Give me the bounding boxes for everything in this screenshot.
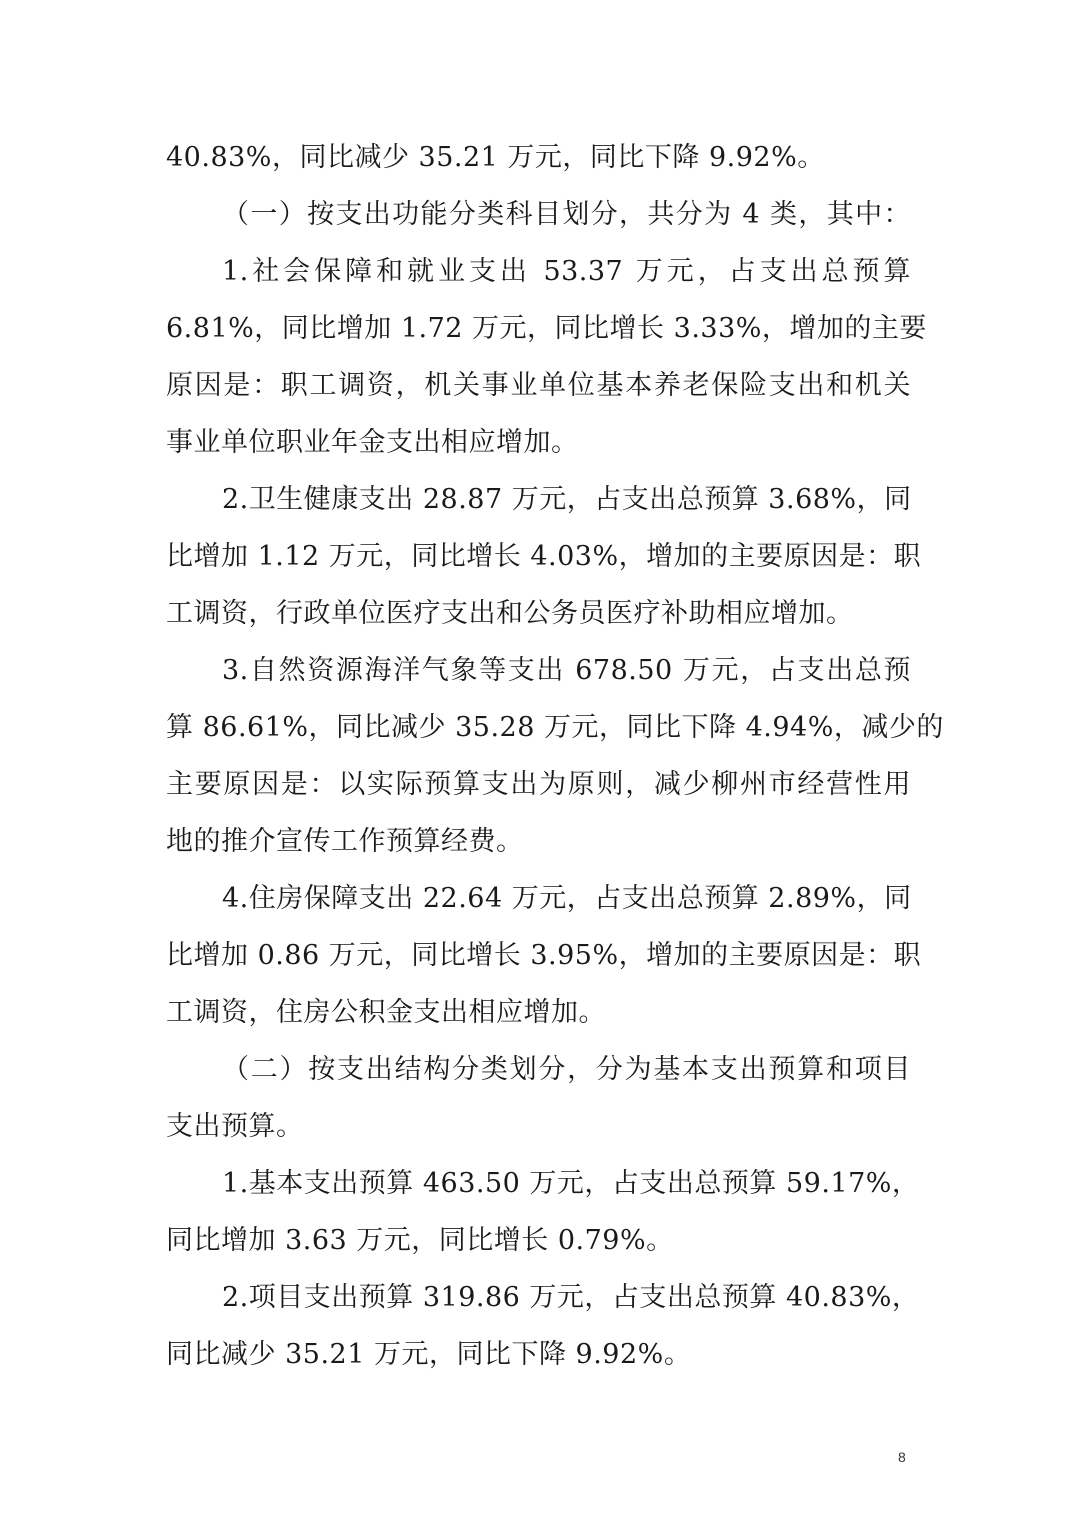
paragraph-line: 2.项目支出预算 319.86 万元，占支出总预算 40.83%，	[222, 1282, 920, 1313]
page-number: 8	[898, 1449, 906, 1465]
paragraph-line: 主要原因是：以实际预算支出为原则，减少柳州市经营性用	[166, 769, 911, 800]
paragraph-line: 4.住房保障支出 22.64 万元，占支出总预算 2.89%，同	[222, 883, 912, 914]
paragraph-line: 同比减少 35.21 万元，同比下降 9.92%。	[166, 1339, 692, 1370]
paragraph-line: 地的推介宣传工作预算经费。	[166, 826, 524, 857]
paragraph-line: 工调资，行政单位医疗支出和公务员医疗补助相应增加。	[166, 598, 854, 629]
paragraph-line: 2.卫生健康支出 28.87 万元，占支出总预算 3.68%，同	[222, 484, 912, 515]
section-heading-structure: （二）按支出结构分类划分，分为基本支出预算和项目	[222, 1054, 911, 1085]
paragraph-line: 算 86.61%，同比减少 35.28 万元，同比下降 4.94%，减少的	[166, 712, 944, 743]
paragraph-line: 事业单位职业年金支出相应增加。	[166, 427, 579, 458]
section-heading-functional: （一）按支出功能分类科目划分，共分为 4 类，其中：	[222, 199, 911, 230]
paragraph-line: 比增加 1.12 万元，同比增长 4.03%，增加的主要原因是：职	[166, 541, 922, 572]
paragraph-line: 同比增加 3.63 万元，同比增长 0.79%。	[166, 1225, 674, 1256]
paragraph-line: 6.81%，同比增加 1.72 万元，同比增长 3.33%，增加的主要	[166, 313, 927, 344]
paragraph-line: 1.基本支出预算 463.50 万元，占支出总预算 59.17%，	[222, 1168, 920, 1199]
paragraph-line: 3.自然资源海洋气象等支出 678.50 万元，占支出总预	[222, 655, 911, 686]
paragraph-line: 原因是：职工调资，机关事业单位基本养老保险支出和机关	[166, 370, 911, 401]
paragraph-line: 1.社会保障和就业支出 53.37 万元，占支出总预算	[222, 256, 911, 287]
paragraph-line: 40.83%，同比减少 35.21 万元，同比下降 9.92%。	[166, 142, 825, 173]
paragraph-line: 比增加 0.86 万元，同比增长 3.95%，增加的主要原因是：职	[166, 940, 922, 971]
paragraph-line: 工调资，住房公积金支出相应增加。	[166, 997, 606, 1028]
paragraph-line: 支出预算。	[166, 1111, 304, 1142]
